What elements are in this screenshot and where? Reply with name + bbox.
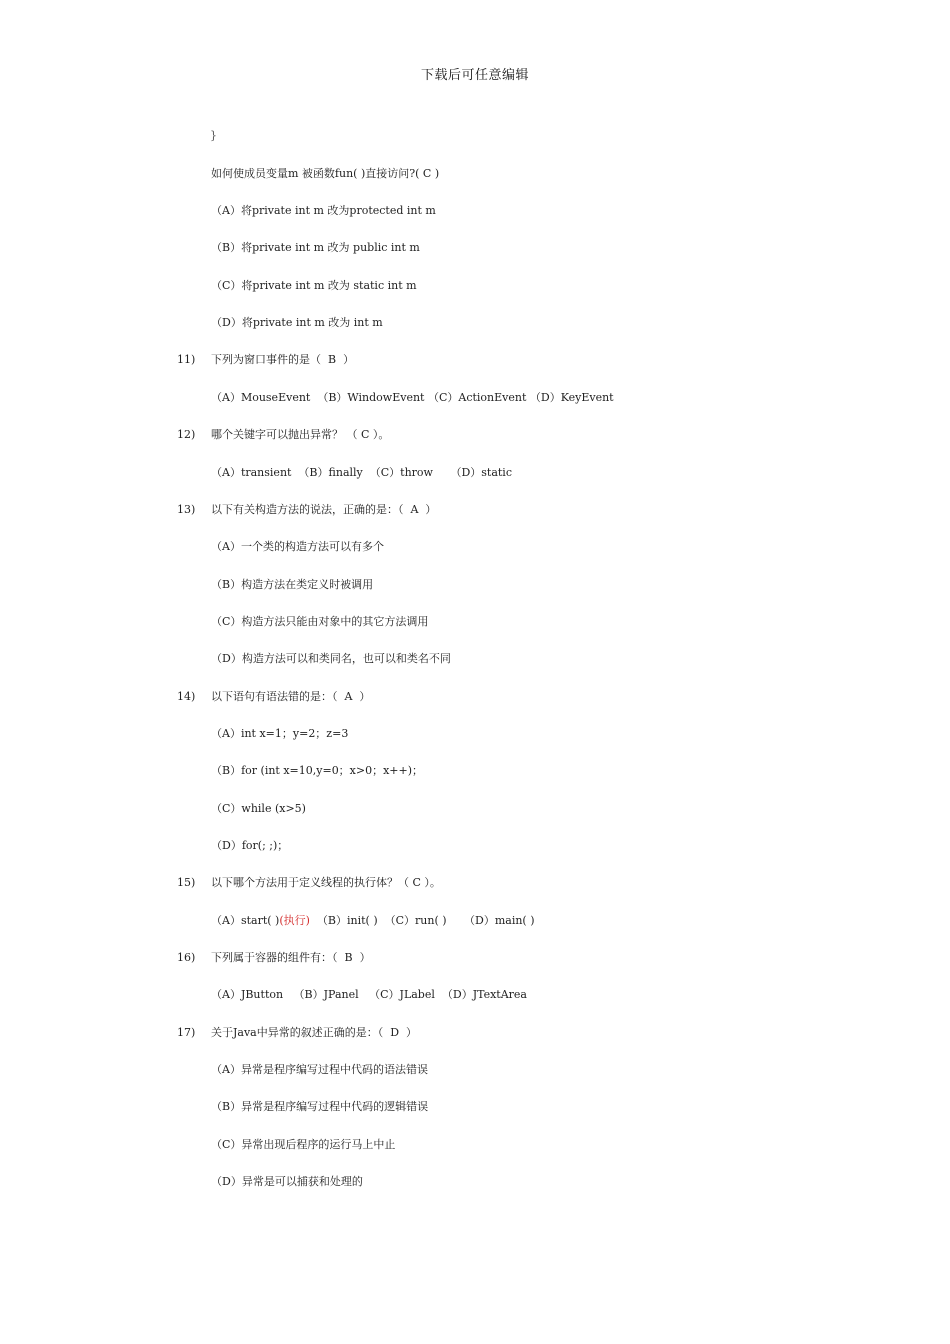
question-number: 15)	[177, 876, 196, 889]
answer-option: （A）将private int m 改为protected int m	[211, 204, 436, 217]
answer-option: （C）异常出现后程序的运行马上中止	[211, 1138, 396, 1151]
answer-options-row: （A）JButton （B）JPanel （C）JLabel （D）JTextArea	[211, 988, 527, 1001]
question-stem: 以下有关构造方法的说法，正确的是：（ A ）	[211, 503, 437, 516]
question-number: 16)	[177, 951, 196, 964]
answer-option: （B）for (int x=10,y=0；x>0；x++)；	[211, 764, 424, 777]
answer-options-rest: （B）init( ) （C）run( ) （D）main( )	[309, 914, 535, 927]
page-header: 下载后可任意编辑	[420, 68, 529, 83]
question-number: 13)	[177, 503, 196, 516]
answer-option: （B）将private int m 改为 public int m	[211, 241, 420, 254]
answer-option: （B）异常是程序编写过程中代码的逻辑错误	[211, 1100, 429, 1113]
answer-option: （C）构造方法只能由对象中的其它方法调用	[211, 615, 429, 628]
question-number: 14)	[177, 690, 196, 703]
question-number: 11)	[177, 353, 196, 366]
question-stem: 下列为窗口事件的是（ B ）	[211, 353, 355, 366]
question-stem: 如何使成员变量m 被函数fun( )直接访问?( C )	[211, 167, 440, 180]
answer-option: （D）将private int m 改为 int m	[211, 316, 383, 329]
answer-options-row: （A）transient （B）finally （C）throw （D）static	[211, 466, 512, 479]
answer-option: （A）异常是程序编写过程中代码的语法错误	[211, 1063, 428, 1076]
answer-option-a: （A）start( )	[211, 914, 280, 927]
question-stem: 关于Java中异常的叙述正确的是：（ D ）	[211, 1026, 418, 1039]
answer-option: （C）将private int m 改为 static int m	[211, 279, 417, 292]
question-number: 17)	[177, 1026, 196, 1039]
answer-option: （D）构造方法可以和类同名，也可以和类名不同	[211, 652, 451, 665]
answer-option: （D）异常是可以捕获和处理的	[211, 1175, 363, 1188]
question-stem: 哪个关键字可以抛出异常？ （ C ）。	[211, 428, 390, 441]
answer-options-row: （A）MouseEvent （B）WindowEvent （C）ActionEvent （D）KeyEvent	[211, 391, 614, 404]
answer-option: （C）while (x>5)	[211, 802, 306, 815]
answer-options-row	[211, 913, 535, 929]
answer-option: （D）for(; ;)；	[211, 839, 289, 852]
question-stem: 以下哪个方法用于定义线程的执行体？（ C ）。	[211, 876, 441, 889]
question-stem: 下列属于容器的组件有：（ B ）	[211, 951, 371, 964]
annotation-note: (执行)	[279, 914, 310, 927]
question-stem: 以下语句有语法错的是：（ A ）	[211, 690, 371, 703]
code-closing-brace: }	[210, 129, 217, 142]
question-number: 12)	[177, 428, 196, 441]
answer-option: （B）构造方法在类定义时被调用	[211, 578, 374, 591]
answer-option: （A）一个类的构造方法可以有多个	[211, 540, 384, 553]
answer-option: （A）int x=1；y=2；z=3	[211, 727, 349, 740]
